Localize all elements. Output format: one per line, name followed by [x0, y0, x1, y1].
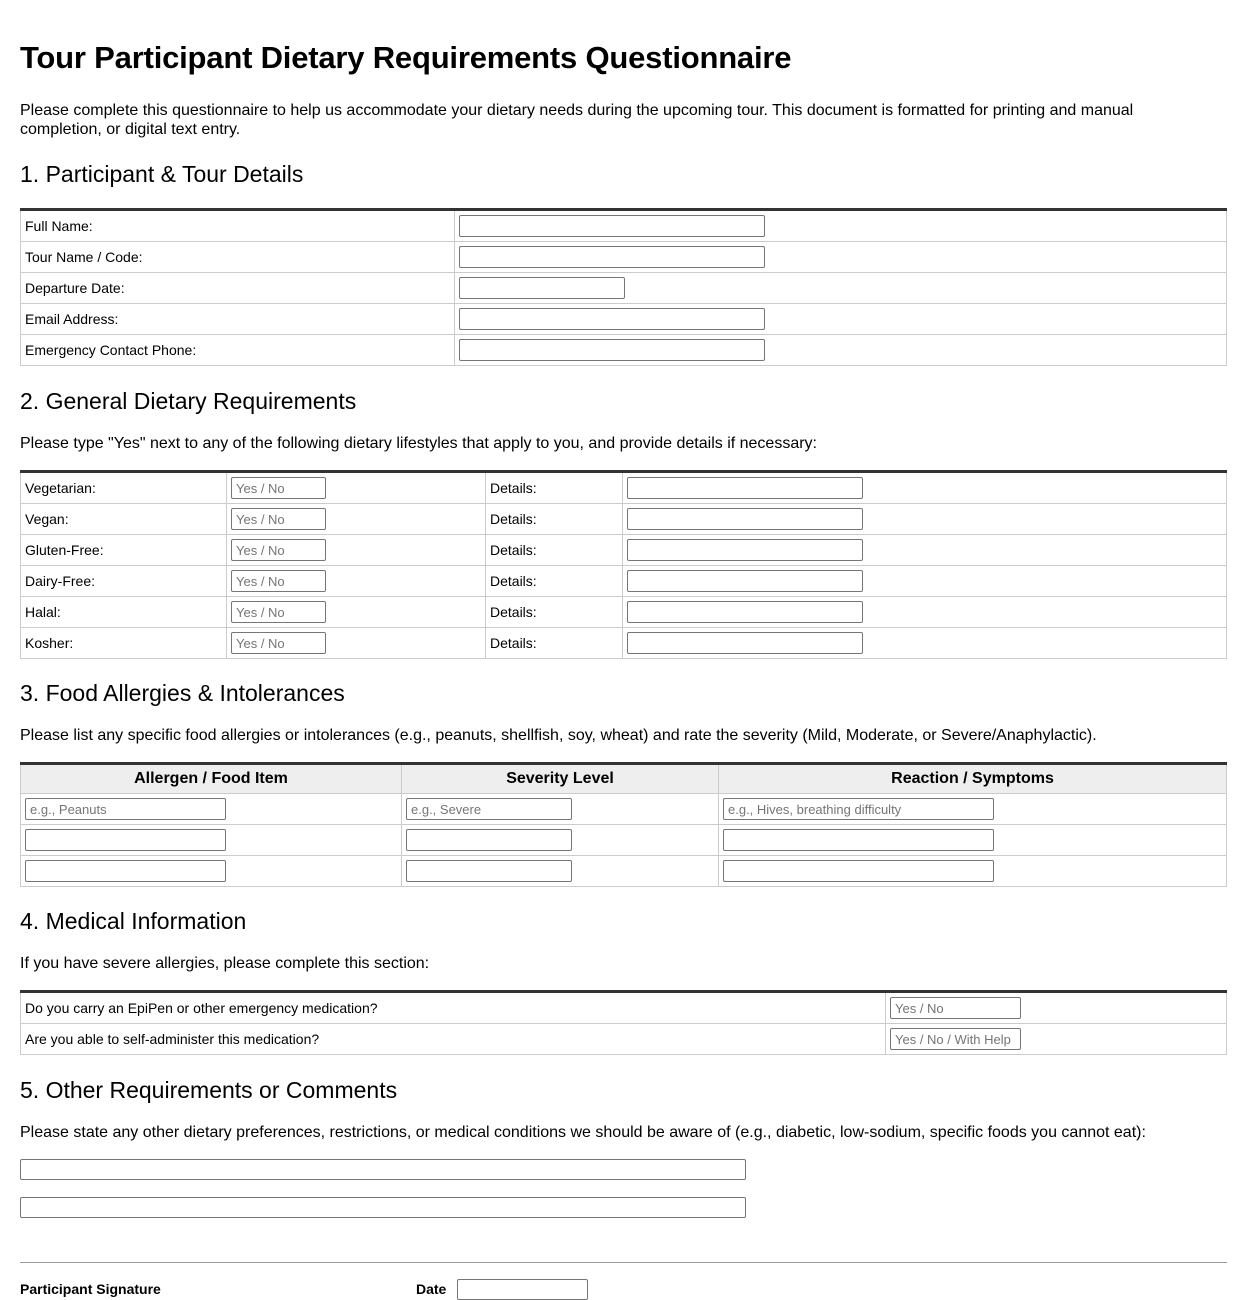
- section3-heading: 3. Food Allergies & Intolerances: [20, 680, 345, 706]
- section5-note: Please state any other dietary preferences, restrictions, or medical conditions we should be aware of (e.g., diabetic, low-sodium, specific foods you cannot eat):: [20, 1124, 1146, 1141]
- table-row: [21, 825, 1227, 856]
- table-row: [21, 210, 1227, 242]
- table-row: [21, 304, 1227, 335]
- table-row: [21, 628, 1227, 659]
- signature-label: Participant Signature: [20, 1281, 161, 1297]
- vegetarian-answer-field[interactable]: [231, 477, 326, 499]
- table-row: [21, 335, 1227, 366]
- table-row: [21, 856, 1227, 887]
- participant-details-table: [20, 208, 1227, 366]
- tour-name-label: Tour Name / Code:: [21, 242, 455, 273]
- table-row: [21, 566, 1227, 597]
- reaction-field[interactable]: [723, 798, 994, 820]
- section1-heading: 1. Participant & Tour Details: [20, 161, 304, 187]
- epipen-question: Do you carry an EpiPen or other emergency medication?: [21, 992, 886, 1024]
- gluten-free-label: Gluten-Free:: [21, 535, 227, 566]
- section4-note: If you have severe allergies, please complete this section:: [20, 955, 430, 972]
- halal-answer-field[interactable]: [231, 601, 326, 623]
- intro-text: Please complete this questionnaire to help us accommodate your dietary needs during the upcoming tour. This document is formatted for printing and manual completion, or digital text entry.: [20, 102, 1134, 138]
- details-label: Details:: [486, 628, 623, 659]
- dairy-free-answer-field[interactable]: [231, 570, 326, 592]
- gluten-free-answer-field[interactable]: [231, 539, 326, 561]
- self-administer-answer-field[interactable]: [890, 1028, 1021, 1050]
- page-title: Tour Participant Dietary Requirements Questionnaire: [20, 40, 792, 75]
- tour-name-field[interactable]: [459, 246, 765, 268]
- email-address-label: Email Address:: [21, 304, 455, 335]
- comments-line-1-field[interactable]: [20, 1159, 746, 1180]
- table-row: [21, 504, 1227, 535]
- medical-info-table: [20, 990, 1227, 1055]
- reaction-field[interactable]: [723, 829, 994, 851]
- column-header-reaction: Reaction / Symptoms: [719, 764, 1227, 794]
- epipen-answer-field[interactable]: [890, 997, 1021, 1019]
- column-header-allergen: Allergen / Food Item: [21, 764, 402, 794]
- comments-line-2-field[interactable]: [20, 1197, 746, 1218]
- table-row: [21, 535, 1227, 566]
- details-label: Details:: [486, 566, 623, 597]
- halal-details-field[interactable]: [627, 601, 863, 623]
- table-header-row: [21, 764, 1227, 794]
- vegan-label: Vegan:: [21, 504, 227, 535]
- severity-field[interactable]: [406, 798, 572, 820]
- table-row: [21, 273, 1227, 304]
- self-administer-question: Are you able to self-administer this medication?: [21, 1024, 886, 1055]
- kosher-label: Kosher:: [21, 628, 227, 659]
- vegetarian-label: Vegetarian:: [21, 472, 227, 504]
- details-label: Details:: [486, 472, 623, 504]
- table-row: [21, 1024, 1227, 1055]
- full-name-field[interactable]: [459, 215, 765, 237]
- footer-divider: [20, 1262, 1227, 1263]
- email-address-field[interactable]: [459, 308, 765, 330]
- table-row: [21, 992, 1227, 1024]
- section5-heading: 5. Other Requirements or Comments: [20, 1077, 398, 1103]
- dietary-requirements-table: [20, 470, 1227, 659]
- emergency-phone-field[interactable]: [459, 339, 765, 361]
- dairy-free-label: Dairy-Free:: [21, 566, 227, 597]
- kosher-details-field[interactable]: [627, 632, 863, 654]
- allergen-field[interactable]: [25, 860, 226, 882]
- severity-field[interactable]: [406, 860, 572, 882]
- vegan-details-field[interactable]: [627, 508, 863, 530]
- table-row: [21, 472, 1227, 504]
- signature-date-field[interactable]: [457, 1279, 588, 1300]
- allergen-field[interactable]: [25, 829, 226, 851]
- column-header-severity: Severity Level: [402, 764, 719, 794]
- departure-date-label: Departure Date:: [21, 273, 455, 304]
- section3-note: Please list any specific food allergies or intolerances (e.g., peanuts, shellfish, soy, wheat) and rate the severity (Mild, Moderate, or Severe/Anaphylactic).: [20, 727, 1097, 744]
- section2-note: Please type "Yes" next to any of the following dietary lifestyles that apply to you, and provide details if necessary:: [20, 435, 817, 452]
- allergen-field[interactable]: [25, 798, 226, 820]
- severity-field[interactable]: [406, 829, 572, 851]
- full-name-label: Full Name:: [21, 210, 455, 242]
- details-label: Details:: [486, 535, 623, 566]
- table-row: [21, 794, 1227, 825]
- table-row: [21, 597, 1227, 628]
- reaction-field[interactable]: [723, 860, 994, 882]
- section4-heading: 4. Medical Information: [20, 908, 247, 934]
- table-row: [21, 242, 1227, 273]
- date-label: Date: [416, 1281, 447, 1297]
- allergies-table: [20, 762, 1227, 887]
- halal-label: Halal:: [21, 597, 227, 628]
- gluten-free-details-field[interactable]: [627, 539, 863, 561]
- vegan-answer-field[interactable]: [231, 508, 326, 530]
- vegetarian-details-field[interactable]: [627, 477, 863, 499]
- dairy-free-details-field[interactable]: [627, 570, 863, 592]
- section2-heading: 2. General Dietary Requirements: [20, 388, 357, 414]
- details-label: Details:: [486, 597, 623, 628]
- departure-date-field[interactable]: [459, 277, 625, 299]
- emergency-phone-label: Emergency Contact Phone:: [21, 335, 455, 366]
- kosher-answer-field[interactable]: [231, 632, 326, 654]
- details-label: Details:: [486, 504, 623, 535]
